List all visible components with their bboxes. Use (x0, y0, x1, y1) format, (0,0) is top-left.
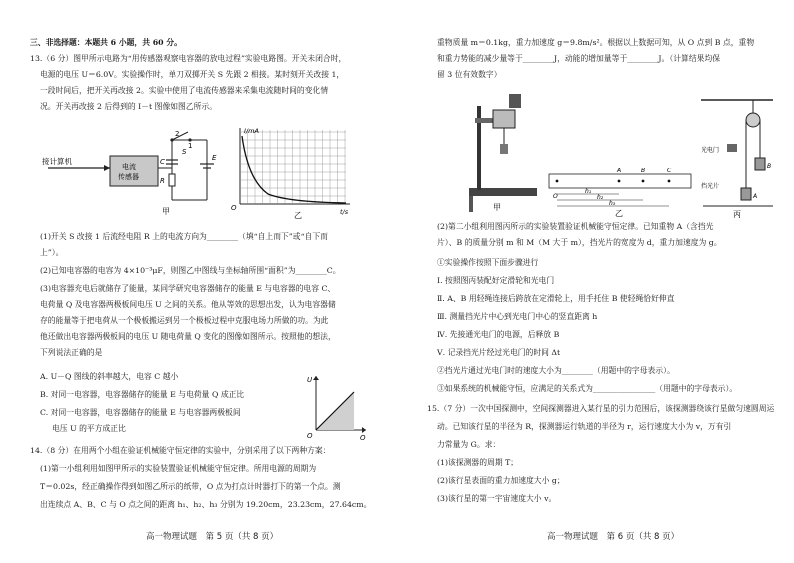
caption-yi-right: 乙 (615, 209, 623, 218)
mass-a-label: A (753, 193, 758, 200)
apparatus-jia (449, 88, 539, 216)
uq-origin: O (307, 432, 313, 440)
q13-sub3-line-5: 下列说法正确的是 (40, 348, 103, 357)
q15-line-2: 动。已知该行星的半径为 R，探测器运行轨道的半径为 r，运行速度大小为 v，万有引 (437, 422, 732, 431)
q14-2-line-2: 片）、B 的质量分别 m 和 M（M 大于 m），挡光片的宽度为 d，重力加速度为 g。 (437, 238, 722, 247)
resistor-label: R (160, 177, 165, 185)
uq-ylabel: U (307, 376, 313, 384)
q13-sub3-line-1: (3)电容器充电后就储存了能量，某同学研究电容器储存的能量 E 与电容器的电容 C、 (40, 284, 336, 293)
switch-pos-2: 2 (175, 130, 180, 138)
switch-pos-1: 1 (188, 142, 193, 150)
tape-h1: h₁ (585, 188, 592, 195)
it-ylabel: I/mA (244, 127, 259, 135)
tape-h3: h₃ (609, 200, 616, 207)
q13-line-1: 13.（6 分）图甲所示电路为“用传感器观察电容器的放电过程”实验电路图。开关未闭合时， (30, 54, 347, 63)
circuit-diagram (42, 128, 222, 216)
sub-q3: ③如果系统的机械能守恒，应满足的关系式为________________（用题中的字母表示）。 (437, 384, 738, 393)
battery-label: E (212, 154, 217, 162)
it-origin: O (231, 204, 237, 212)
option-b: B. 对同一电容器，电容器储存的能量 E 与电荷量 Q 成正比 (40, 390, 245, 399)
apparatus-bing (697, 96, 777, 218)
q15-line-3: 力常量为 G。求： (437, 440, 501, 449)
r-top-line-1: 重物质量 m＝0.1kg，重力加速度 g＝9.8m/s²。根据以上数据可知，从 O 点到 B 点，重物 (437, 38, 755, 47)
gate-label: 光电门 (701, 147, 720, 154)
step-4: Ⅳ. 先接通光电门的电源，后释放 B (437, 330, 560, 339)
q13-sub1-line-1: (1)开关 S 改接 1 后流经电阻 R 上的电流方向为________（填“自上而下”或“自下而 (40, 232, 328, 241)
paper-tape-yi (547, 168, 695, 218)
sensor-label-2: 传感器 (118, 173, 139, 181)
q13-sub3-line-3: 存的能量等于把电荷从一个极板搬运到另一个极板过程中克服电场力所做的功。为此 (40, 316, 329, 325)
option-c-line-2: 电压 U 的平方成正比 (52, 424, 126, 433)
q15-line-5: (2)该行星表面的重力加速度大小 g； (437, 476, 565, 485)
exam-page-6 (397, 0, 794, 563)
q14-line-3: T＝0.02s，经正确操作得到如图乙所示的纸带，O 点为打点计时器打下的第一个点。测 (40, 482, 341, 491)
sub-q2: ②挡光片通过光电门时的速度大小为________（用题中的字母表示）。 (437, 366, 675, 375)
q14-line-1: 14.（8 分）在用两个小组在验证机械能守恒定律的实验中，分别采用了以下两种方案： (30, 446, 331, 455)
steps-title: ①实验操作按照下面步骤进行 (437, 258, 539, 267)
q15-line-4: (1)该探测器的周期 T； (437, 458, 519, 467)
uq-graph (304, 370, 370, 440)
tape-h2: h₂ (597, 194, 604, 201)
mass-b-label: B (767, 163, 772, 170)
page-footer-5: 高一物理试题 第 5 页（共 8 页） (146, 532, 279, 542)
section-title: 三、非选择题：本题共 6 小题，共 60 分。 (30, 38, 182, 47)
q13-sub2: (2)已知电容器的电容为 4×10⁻³μF，则图乙中图线与坐标轴所围“面积”为________C。 (40, 266, 341, 275)
tape-point-c: C (667, 168, 672, 174)
tape-point-b: B (641, 168, 646, 174)
q14-line-2: (1)第一小组利用如图甲所示的实验装置验证机械能守恒定律。所用电源的周期为 (40, 464, 317, 473)
capacitor-label: C (160, 158, 165, 166)
option-c-line-1: C. 对同一电容器，电容器储存的能量 E 与电容器两极板间 (40, 408, 241, 417)
q13-sub3-line-4: 他还做出电容器两极板间的电压 U 随电荷量 Q 变化的图像如图所示。按照他的想法， (40, 332, 336, 341)
q13-line-4: 况。开关再改接 2 后得到的 I－t 图像如图乙所示。 (40, 102, 218, 111)
q15-line-1: 15.（7 分）一次中国探测中，空间探测器进入某行星的引力范围后，该探测器绕该行星做匀速圆周运 (427, 404, 775, 413)
q14-2-line-1: (2)第二小组利用图丙所示的实验装置验证机械能守恒定律。已知重物 A（含挡光 (437, 222, 714, 231)
step-1: Ⅰ. 按照图丙装配好定滑轮和光电门 (437, 276, 555, 285)
q15-line-6: (3)该行星的第一宇宙速度大小 v。 (437, 494, 557, 503)
it-graph (228, 124, 358, 220)
caption-yi: 乙 (294, 211, 302, 220)
r-top-line-3: 留 3 位有效数字） (437, 70, 502, 79)
shutter-label: 挡光片 (701, 183, 720, 190)
caption-bing: 丙 (733, 210, 741, 218)
option-a: A. U－Q 图线的斜率越大，电容 C 越小 (40, 372, 179, 381)
step-2: Ⅱ. A、B 用轻绳连接后跨放在定滑轮上，用手托住 B 使轻绳恰好伸直 (437, 294, 675, 303)
sensor-label-1: 电流 (122, 163, 136, 171)
tape-point-a: A (617, 168, 622, 174)
page-footer-6: 高一物理试题 第 6 页（共 8 页） (547, 532, 680, 542)
q13-line-2: 电源的电压 U＝6.0V。实验操作时，单刀双掷开关 S 先跟 2 相接。某时刻开关改接 1， (40, 70, 345, 79)
q13-line-3: 一段时间后，把开关再改接 2。实验中使用了电流传感器来采集电流随时间的变化情 (40, 86, 329, 95)
step-5: Ⅴ. 记录挡光片经过光电门的时间 Δt (437, 348, 561, 357)
tape-point-o: O (553, 193, 558, 200)
caption-jia: 甲 (162, 207, 170, 216)
computer-label: 接计算机 (42, 157, 72, 166)
uq-xlabel: Q (360, 434, 366, 440)
q13-sub1-line-2: 上”）。 (40, 248, 64, 257)
switch-label: S (182, 148, 187, 156)
q13-sub3-line-2: 电荷量 Q 及电容器两极板间电压 U 之间的关系。他从等效的思想出发，认为电容器储 (40, 300, 336, 309)
step-3: Ⅲ. 测量挡光片中心到光电门中心的竖直距离 h (437, 312, 598, 321)
q14-line-4: 出连续点 A、B、C 与 O 点之间的距离 h₁、h₂、h₃ 分别为 19.20cm，23.23cm，27.64cm。 (40, 500, 372, 509)
r-top-line-2: 和重力势能的减少量等于________J，动能的增加量等于________J。（计算结果均保 (437, 54, 721, 63)
caption-jia-right: 甲 (493, 203, 501, 212)
it-xlabel: t/s (340, 208, 349, 216)
